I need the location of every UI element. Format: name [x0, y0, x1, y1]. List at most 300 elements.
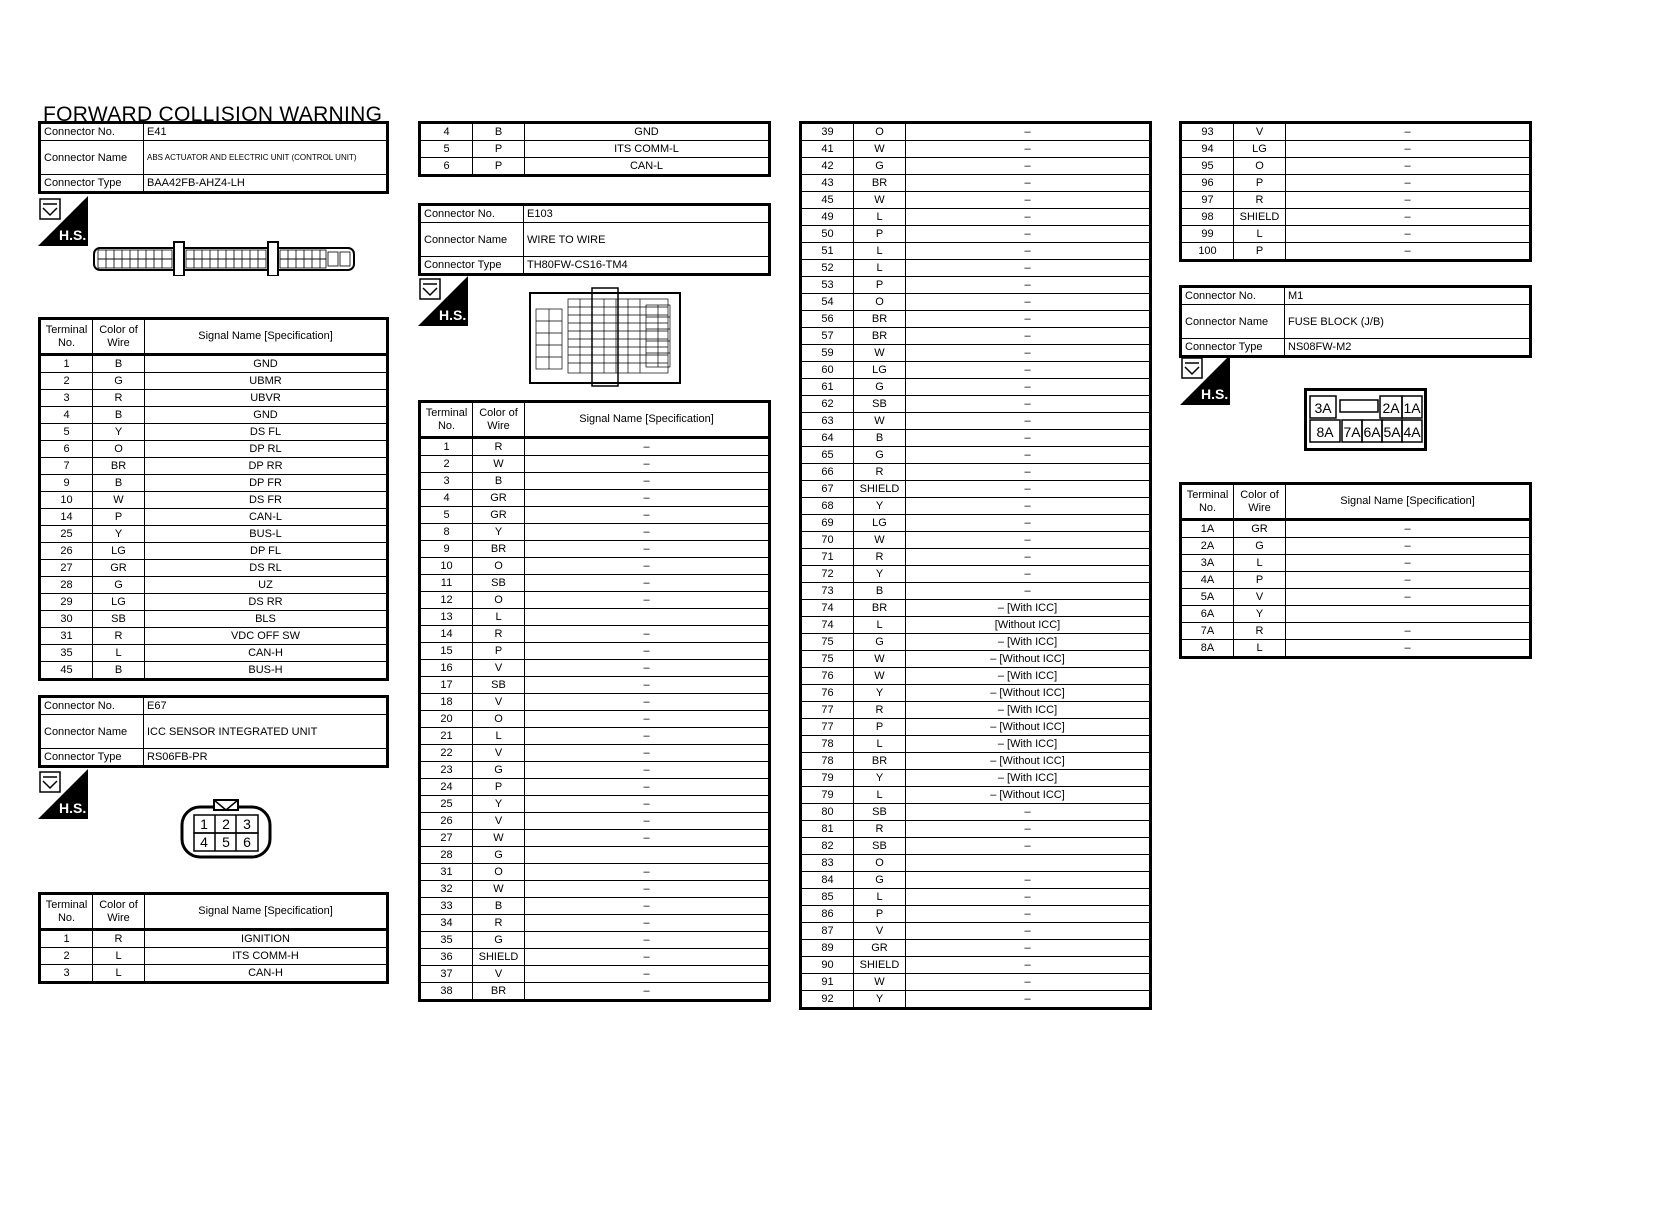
terminal-cell: 43: [801, 175, 854, 192]
wire-color-cell: P: [1234, 572, 1286, 589]
table-row: [1181, 209, 1531, 226]
table-row: [801, 379, 1151, 396]
hs-label: H.S.: [59, 227, 87, 243]
table-row: [801, 923, 1151, 940]
terminal-cell: 97: [1181, 192, 1234, 209]
signal-cell: –: [906, 158, 1151, 175]
signal-cell: – [Without ICC]: [906, 685, 1151, 702]
table-row: [1181, 623, 1531, 640]
signal-cell: –: [525, 983, 770, 1001]
table-row: [801, 532, 1151, 549]
signal-cell: –: [525, 864, 770, 881]
signal-cell: CAN-L: [145, 509, 388, 526]
e67-terminal-table: [38, 892, 389, 984]
table-row: [40, 930, 388, 948]
table-row: [420, 558, 770, 575]
table-row: [40, 492, 388, 509]
terminal-cell: 81: [801, 821, 854, 838]
table-row: [801, 498, 1151, 515]
header-color: Color of Wire: [93, 319, 145, 355]
terminal-cell: 73: [801, 583, 854, 600]
table-row: [801, 515, 1151, 532]
wire-color-cell: L: [854, 617, 906, 634]
signal-cell: –: [906, 974, 1151, 991]
table-row: [420, 796, 770, 813]
terminal-cell: 45: [801, 192, 854, 209]
table-row: [801, 158, 1151, 175]
terminal-cell: 21: [420, 728, 473, 745]
terminal-cell: 78: [801, 753, 854, 770]
terminal-cell: 31: [420, 864, 473, 881]
terminal-cell: 7A: [1181, 623, 1234, 640]
terminal-cell: 99: [1181, 226, 1234, 243]
e103-rows: [420, 438, 770, 1001]
e67-connector-diagram: [180, 799, 272, 868]
wire-color-cell: R: [1234, 623, 1286, 640]
table-row: [420, 966, 770, 983]
terminal-cell: 57: [801, 328, 854, 345]
signal-cell: [Without ICC]: [906, 617, 1151, 634]
terminal-cell: 38: [420, 983, 473, 1001]
pin-label: 3A: [1314, 400, 1332, 416]
table-row: [801, 991, 1151, 1009]
signal-cell: –: [525, 490, 770, 507]
signal-cell: [906, 855, 1151, 872]
value: FUSE BLOCK (J/B): [1285, 305, 1531, 339]
signal-cell: –: [906, 940, 1151, 957]
terminal-cell: 51: [801, 243, 854, 260]
terminal-cell: 89: [801, 940, 854, 957]
header-color: Color of Wire: [93, 894, 145, 930]
e103-rows-continued: [801, 123, 1151, 1009]
hs-label: H.S.: [59, 800, 87, 816]
table-row: [1181, 175, 1531, 192]
terminal-cell: 12: [420, 592, 473, 609]
wire-color-cell: G: [473, 932, 525, 949]
label: Connector Name: [40, 141, 144, 175]
wire-color-cell: W: [473, 830, 525, 847]
table-row: [801, 464, 1151, 481]
terminal-cell: 91: [801, 974, 854, 991]
wire-color-cell: W: [854, 192, 906, 209]
wire-color-cell: LG: [854, 515, 906, 532]
terminal-cell: 49: [801, 209, 854, 226]
terminal-cell: 6A: [1181, 606, 1234, 623]
table-row: [801, 838, 1151, 855]
terminal-cell: 3: [420, 473, 473, 490]
table-row: [801, 294, 1151, 311]
signal-cell: –: [906, 821, 1151, 838]
terminal-cell: 3: [40, 965, 93, 983]
table-row: [801, 447, 1151, 464]
table-row: [801, 651, 1151, 668]
signal-cell: –: [906, 277, 1151, 294]
terminal-cell: 4: [40, 407, 93, 424]
terminal-cell: 2: [40, 373, 93, 390]
wire-color-cell: SB: [93, 611, 145, 628]
signal-cell: –: [906, 192, 1151, 209]
wire-color-cell: O: [473, 864, 525, 881]
label: Connector Type: [1181, 339, 1285, 357]
table-row: [801, 753, 1151, 770]
terminal-cell: 35: [420, 932, 473, 949]
wire-color-cell: Y: [854, 685, 906, 702]
e67-rows: [40, 930, 388, 983]
signal-cell: – [With ICC]: [906, 600, 1151, 617]
terminal-cell: 4: [420, 123, 473, 141]
table-row: [420, 983, 770, 1001]
wire-color-cell: P: [1234, 243, 1286, 261]
terminal-cell: 8: [420, 524, 473, 541]
table-row: [420, 660, 770, 677]
signal-cell: DS FR: [145, 492, 388, 509]
wire-color-cell: Y: [473, 524, 525, 541]
terminal-cell: 18: [420, 694, 473, 711]
terminal-cell: 77: [801, 719, 854, 736]
table-row: [801, 957, 1151, 974]
terminal-cell: 25: [40, 526, 93, 543]
terminal-cell: 26: [420, 813, 473, 830]
wire-color-cell: P: [1234, 175, 1286, 192]
signal-cell: VDC OFF SW: [145, 628, 388, 645]
value: M1: [1285, 287, 1531, 305]
terminal-cell: 85: [801, 889, 854, 906]
wire-color-cell: R: [473, 438, 525, 456]
table-row: [801, 209, 1151, 226]
signal-cell: –: [1286, 555, 1531, 572]
wire-color-cell: P: [473, 643, 525, 660]
signal-cell: –: [525, 898, 770, 915]
terminal-cell: 84: [801, 872, 854, 889]
table-row: [420, 694, 770, 711]
wire-color-cell: W: [854, 345, 906, 362]
wire-color-cell: O: [854, 855, 906, 872]
signal-cell: –: [525, 949, 770, 966]
signal-cell: –: [906, 413, 1151, 430]
label: Connector No.: [1181, 287, 1285, 305]
table-row: [420, 864, 770, 881]
e103-terminal-table-continued-2: [1179, 121, 1532, 262]
wire-color-cell: B: [473, 473, 525, 490]
signal-cell: –: [906, 906, 1151, 923]
terminal-cell: 26: [40, 543, 93, 560]
terminal-cell: 2: [420, 456, 473, 473]
terminal-cell: 72: [801, 566, 854, 583]
wire-color-cell: V: [473, 966, 525, 983]
table-row: [40, 475, 388, 492]
wire-color-cell: R: [473, 626, 525, 643]
wire-color-cell: V: [854, 923, 906, 940]
signal-cell: –: [906, 243, 1151, 260]
table-row: [1181, 141, 1531, 158]
wire-color-cell: L: [1234, 226, 1286, 243]
label: Connector Name: [1181, 305, 1285, 339]
wire-color-cell: V: [473, 813, 525, 830]
table-row: [1181, 520, 1531, 538]
wire-color-cell: R: [854, 464, 906, 481]
e103-terminal-table: [418, 400, 771, 1002]
wire-color-cell: P: [854, 277, 906, 294]
pin-label: 2: [222, 816, 230, 832]
terminal-cell: 30: [40, 611, 93, 628]
pin-label: 4: [200, 834, 208, 850]
terminal-cell: 62: [801, 396, 854, 413]
wire-color-cell: SHIELD: [854, 957, 906, 974]
signal-cell: –: [525, 456, 770, 473]
wire-color-cell: G: [854, 158, 906, 175]
signal-cell: –: [1286, 209, 1531, 226]
signal-cell: –: [525, 881, 770, 898]
terminal-cell: 92: [801, 991, 854, 1009]
signal-cell: –: [525, 660, 770, 677]
value: ABS ACTUATOR AND ELECTRIC UNIT (CONTROL UNIT): [144, 141, 388, 175]
wire-color-cell: V: [473, 694, 525, 711]
wire-color-cell: L: [854, 243, 906, 260]
table-row: [801, 549, 1151, 566]
harness-side-icon: [38, 196, 88, 246]
table-row: [40, 355, 388, 373]
wire-color-cell: L: [854, 209, 906, 226]
table-row: [801, 702, 1151, 719]
table-row: [1181, 192, 1531, 209]
wire-color-cell: W: [854, 651, 906, 668]
signal-cell: –: [1286, 538, 1531, 555]
signal-cell: BUS-H: [145, 662, 388, 680]
terminal-cell: 5: [420, 507, 473, 524]
table-row: [40, 560, 388, 577]
hs-label: H.S.: [439, 307, 467, 323]
wire-color-cell: R: [854, 702, 906, 719]
wire-color-cell: G: [854, 447, 906, 464]
harness-side-icon: [1180, 355, 1230, 405]
table-row: [420, 949, 770, 966]
table-row: [420, 524, 770, 541]
pin-label: 1A: [1403, 400, 1421, 416]
table-row: [420, 438, 770, 456]
wire-color-cell: R: [473, 915, 525, 932]
signal-cell: DP FR: [145, 475, 388, 492]
signal-cell: –: [906, 872, 1151, 889]
table-row: [420, 141, 770, 158]
signal-cell: –: [525, 813, 770, 830]
wire-color-cell: Y: [473, 796, 525, 813]
terminal-cell: 83: [801, 855, 854, 872]
pin-label: 1: [200, 816, 208, 832]
terminal-cell: 45: [40, 662, 93, 680]
signal-cell: GND: [145, 355, 388, 373]
signal-cell: –: [1286, 520, 1531, 538]
value: RS06FB-PR: [144, 749, 388, 767]
terminal-cell: 76: [801, 668, 854, 685]
terminal-cell: 60: [801, 362, 854, 379]
table-row: [1181, 555, 1531, 572]
wire-color-cell: R: [1234, 192, 1286, 209]
wire-color-cell: W: [854, 413, 906, 430]
table-row: [420, 711, 770, 728]
wire-color-cell: O: [473, 558, 525, 575]
table-row: [801, 345, 1151, 362]
table-row: [801, 175, 1151, 192]
header-signal: Signal Name [Specification]: [145, 319, 388, 355]
signal-cell: – [Without ICC]: [906, 753, 1151, 770]
table-row: [801, 736, 1151, 753]
terminal-cell: 27: [40, 560, 93, 577]
wire-color-cell: B: [93, 355, 145, 373]
terminal-cell: 75: [801, 634, 854, 651]
terminal-cell: 80: [801, 804, 854, 821]
signal-cell: – [With ICC]: [906, 668, 1151, 685]
table-row: [801, 770, 1151, 787]
table-row: [420, 915, 770, 932]
table-row: [801, 413, 1151, 430]
table-row: [801, 260, 1151, 277]
wire-color-cell: O: [854, 294, 906, 311]
terminal-cell: 23: [420, 762, 473, 779]
table-row: [801, 940, 1151, 957]
wire-color-cell: SHIELD: [854, 481, 906, 498]
wire-color-cell: L: [93, 645, 145, 662]
table-row: [1181, 572, 1531, 589]
wire-color-cell: W: [854, 141, 906, 158]
pin-label: 4A: [1403, 424, 1421, 440]
table-row: [420, 779, 770, 796]
wire-color-cell: BR: [473, 541, 525, 558]
wire-color-cell: Y: [854, 566, 906, 583]
table-row: [801, 974, 1151, 991]
table-row: [801, 328, 1151, 345]
signal-cell: –: [525, 966, 770, 983]
wire-color-cell: L: [1234, 555, 1286, 572]
signal-cell: DS FL: [145, 424, 388, 441]
table-row: [420, 473, 770, 490]
m1-info-table: [1179, 285, 1532, 358]
table-row: [801, 481, 1151, 498]
signal-cell: DS RL: [145, 560, 388, 577]
table-row: [40, 390, 388, 407]
signal-cell: – [Without ICC]: [906, 787, 1151, 804]
signal-cell: –: [1286, 640, 1531, 658]
signal-cell: UZ: [145, 577, 388, 594]
table-row: [40, 645, 388, 662]
terminal-cell: 15: [420, 643, 473, 660]
table-row: [1181, 640, 1531, 658]
wire-color-cell: R: [93, 390, 145, 407]
terminal-cell: 13: [420, 609, 473, 626]
wire-color-cell: W: [93, 492, 145, 509]
table-row: [420, 830, 770, 847]
table-row: [1181, 226, 1531, 243]
signal-cell: –: [1286, 226, 1531, 243]
signal-cell: –: [525, 779, 770, 796]
signal-cell: –: [906, 515, 1151, 532]
signal-cell: –: [906, 464, 1151, 481]
wire-color-cell: L: [473, 728, 525, 745]
wire-color-cell: B: [473, 898, 525, 915]
header-terminal: Terminal No.: [40, 319, 93, 355]
signal-cell: –: [525, 592, 770, 609]
value: E41: [144, 123, 388, 141]
label: Connector No.: [40, 697, 144, 715]
wire-color-cell: LG: [93, 594, 145, 611]
value: ICC SENSOR INTEGRATED UNIT: [144, 715, 388, 749]
terminal-cell: 2: [40, 948, 93, 965]
wire-color-cell: Y: [854, 498, 906, 515]
table-row: [801, 634, 1151, 651]
terminal-cell: 20: [420, 711, 473, 728]
signal-cell: –: [525, 796, 770, 813]
terminal-cell: 66: [801, 464, 854, 481]
terminal-cell: 14: [420, 626, 473, 643]
wire-color-cell: SB: [854, 804, 906, 821]
signal-cell: – [With ICC]: [906, 634, 1151, 651]
e67-rows-continued: [420, 123, 770, 176]
e67-terminal-table-continued: [418, 121, 771, 177]
wire-color-cell: W: [473, 456, 525, 473]
terminal-cell: 8A: [1181, 640, 1234, 658]
wire-color-cell: BR: [473, 983, 525, 1001]
table-row: [801, 123, 1151, 141]
signal-cell: –: [906, 804, 1151, 821]
terminal-cell: 3: [40, 390, 93, 407]
pin-label: 3: [243, 816, 251, 832]
terminal-cell: 4: [420, 490, 473, 507]
signal-cell: CAN-L: [525, 158, 770, 176]
signal-cell: –: [1286, 175, 1531, 192]
table-row: [40, 373, 388, 390]
table-row: [420, 847, 770, 864]
table-row: [420, 881, 770, 898]
terminal-cell: 1A: [1181, 520, 1234, 538]
terminal-cell: 68: [801, 498, 854, 515]
table-row: [420, 677, 770, 694]
signal-cell: – [Without ICC]: [906, 719, 1151, 736]
pin-label: 5A: [1383, 424, 1401, 440]
table-row: [420, 643, 770, 660]
wire-color-cell: L: [93, 965, 145, 983]
terminal-cell: 75: [801, 651, 854, 668]
terminal-cell: 76: [801, 685, 854, 702]
signal-cell: DP RL: [145, 441, 388, 458]
header-signal: Signal Name [Specification]: [145, 894, 388, 930]
signal-cell: –: [525, 541, 770, 558]
table-row: [801, 668, 1151, 685]
wire-color-cell: G: [473, 847, 525, 864]
wire-color-cell: GR: [854, 940, 906, 957]
terminal-cell: 5: [420, 141, 473, 158]
table-row: [420, 932, 770, 949]
terminal-cell: 17: [420, 677, 473, 694]
terminal-cell: 53: [801, 277, 854, 294]
wire-color-cell: Y: [854, 770, 906, 787]
wire-color-cell: SB: [473, 575, 525, 592]
wire-color-cell: GR: [473, 507, 525, 524]
wire-color-cell: L: [854, 889, 906, 906]
signal-cell: –: [1286, 158, 1531, 175]
signal-cell: [525, 847, 770, 864]
wire-color-cell: BR: [854, 600, 906, 617]
signal-cell: –: [525, 694, 770, 711]
wire-color-cell: O: [93, 441, 145, 458]
wire-color-cell: SB: [854, 396, 906, 413]
table-row: [40, 543, 388, 560]
wire-color-cell: R: [93, 930, 145, 948]
wire-color-cell: W: [854, 668, 906, 685]
table-row: [420, 626, 770, 643]
wire-color-cell: SHIELD: [473, 949, 525, 966]
signal-cell: –: [525, 745, 770, 762]
table-row: [40, 526, 388, 543]
table-row: [801, 600, 1151, 617]
